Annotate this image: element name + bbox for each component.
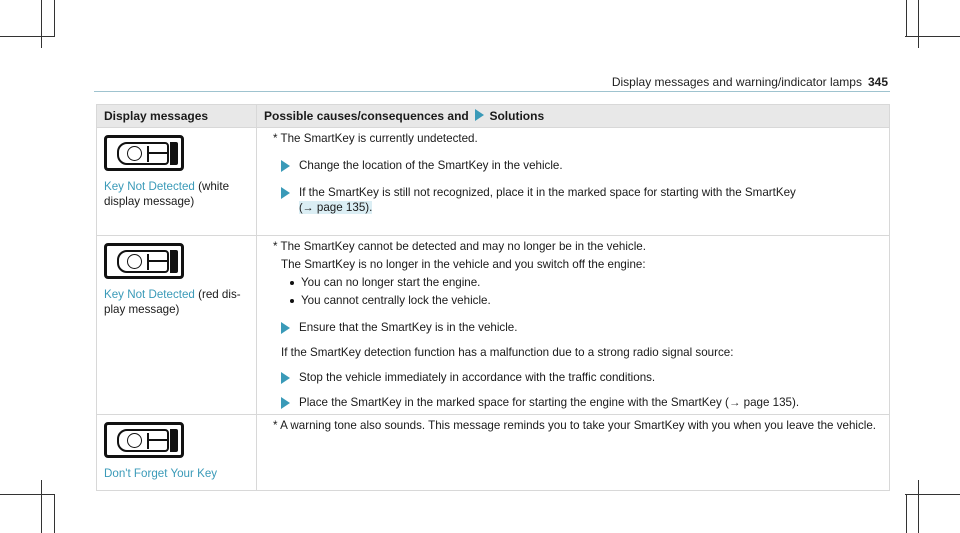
cause-text: * A warning tone also sounds. This message reminds you to take your SmartKey with you when you leave the vehicle.	[273, 419, 877, 432]
col-header-solutions-label: Solutions	[489, 109, 545, 123]
crop-mark	[41, 0, 42, 48]
display-message-cell	[97, 128, 257, 236]
message-note: (red dis-	[194, 288, 241, 301]
crop-mark	[918, 480, 919, 533]
solution-step: Change the location of the SmartKey in the vehicle.	[267, 158, 881, 173]
col-header-causes	[257, 105, 890, 128]
table-row	[97, 236, 890, 415]
table-row	[97, 128, 890, 236]
step-arrow-icon	[281, 187, 290, 199]
crop-mark	[41, 480, 42, 533]
display-message-cell	[97, 236, 257, 415]
page-reference[interactable]: (→ page 135).	[299, 201, 373, 214]
display-messages-table	[96, 104, 890, 491]
cause-text: * The SmartKey cannot be detected and may no longer be in the vehicle.	[273, 240, 646, 253]
page-number: 345	[867, 75, 888, 89]
causes-cell	[257, 415, 890, 491]
solution-step: Ensure that the SmartKey is in the vehicle.	[267, 320, 881, 335]
step-arrow-icon	[281, 397, 290, 409]
list-item: You cannot centrally lock the vehicle.	[267, 293, 881, 308]
table-row	[97, 415, 890, 491]
running-header	[600, 75, 888, 89]
note-text: If the SmartKey detection function has a malfunction due to a strong radio signal source:	[281, 346, 734, 359]
crop-mark	[54, 0, 55, 36]
crop-mark	[906, 0, 907, 36]
display-message-text: Key Not Detected	[104, 180, 195, 193]
cause-text: The SmartKey is no longer in the vehicle and you switch off the engine:	[281, 258, 646, 271]
display-message-text: Don't Forget Your Key	[104, 467, 218, 480]
list-item: You can no longer start the engine.	[267, 275, 881, 290]
crop-mark	[906, 494, 907, 533]
crop-mark	[0, 36, 55, 37]
message-note: (white	[194, 180, 230, 193]
crop-mark	[918, 0, 919, 48]
solutions-arrow-icon	[475, 109, 484, 121]
crop-mark	[54, 494, 55, 533]
col-header-display-messages: Display messages	[97, 105, 257, 128]
col-header-causes-label: Possible causes/consequences and	[264, 109, 469, 123]
crop-mark	[905, 36, 960, 37]
step-arrow-icon	[281, 322, 290, 334]
step-arrow-icon	[281, 372, 290, 384]
smartkey-icon	[104, 422, 184, 458]
header-rule	[94, 91, 890, 92]
display-message-text: Key Not Detected	[104, 288, 195, 301]
table-header-row	[97, 105, 890, 128]
message-note: play message)	[104, 303, 180, 316]
crop-mark	[0, 494, 55, 495]
smartkey-icon	[104, 135, 184, 171]
smartkey-icon	[104, 243, 184, 279]
display-message-cell	[97, 415, 257, 491]
solution-step: Stop the vehicle immediately in accordance with the traffic conditions.	[267, 370, 881, 385]
step-arrow-icon	[281, 160, 290, 172]
causes-cell	[257, 128, 890, 236]
causes-cell	[257, 236, 890, 415]
header-title: Display messages and warning/indicator lamps	[611, 75, 862, 89]
cause-text: * The SmartKey is currently undetected.	[273, 132, 478, 145]
solution-step: If the SmartKey is still not recognized, place it in the marked space for starting with the SmartKey (→ page 135).	[267, 185, 881, 216]
solution-step: Place the SmartKey in the marked space for starting the engine with the SmartKey (→ page 135).	[267, 395, 881, 410]
message-note: display message)	[104, 195, 195, 208]
crop-mark	[905, 494, 960, 495]
